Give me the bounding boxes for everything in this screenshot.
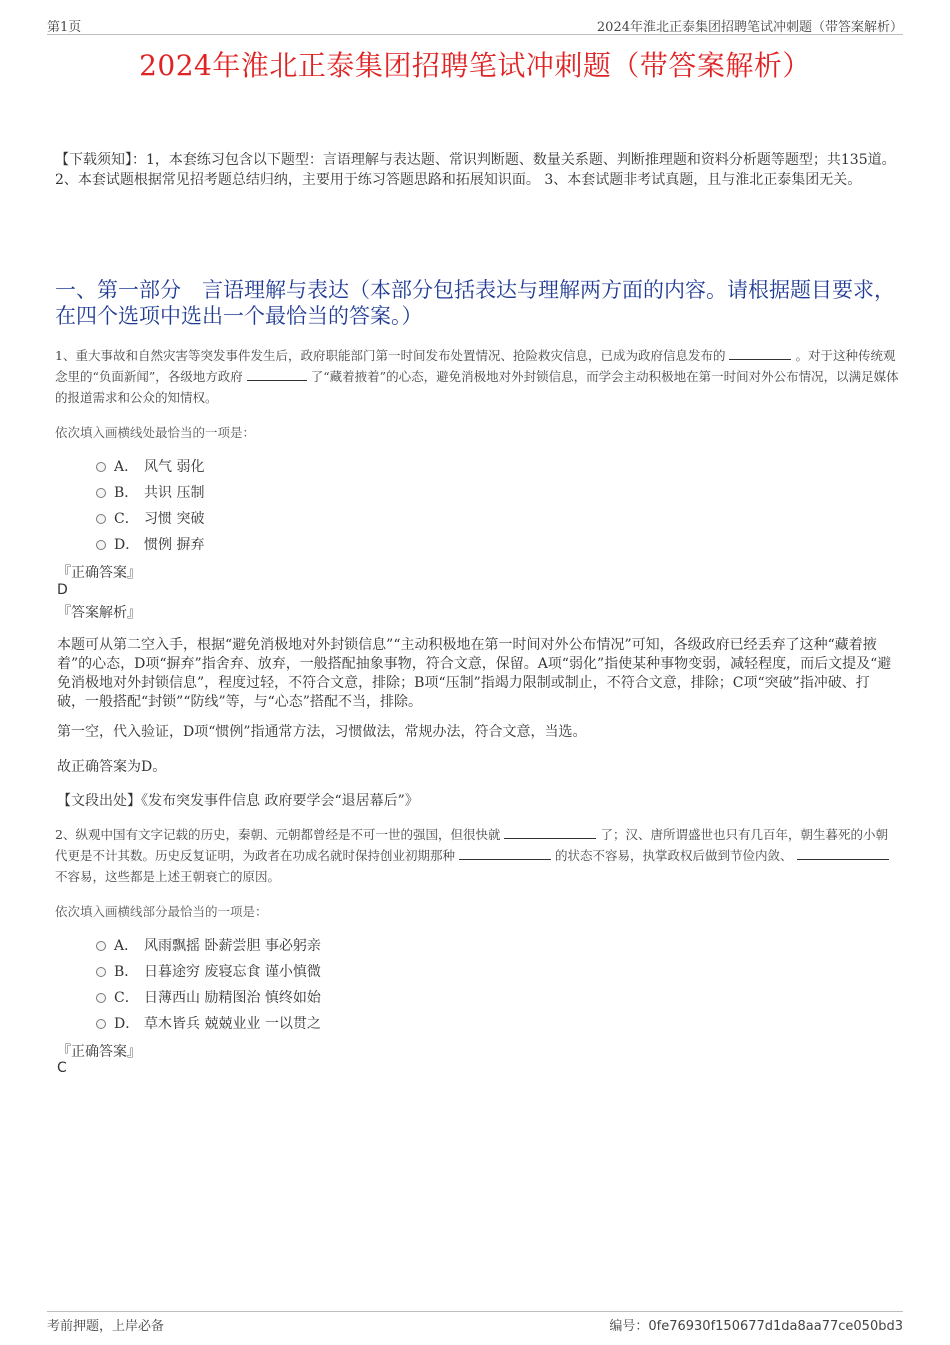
radio-icon[interactable] — [96, 488, 106, 498]
blank-line — [797, 847, 889, 860]
q2-text-d: 不容易，这些都是上述王朝衰亡的原因。 — [55, 869, 281, 884]
q1-source: 【文段出处】《发布突发事件信息 政府要学会“退居幕后”》 — [57, 793, 419, 809]
blank-line — [459, 847, 551, 860]
q1-option-b[interactable] — [96, 482, 204, 502]
radio-icon[interactable] — [96, 1019, 106, 1029]
question-1-prompt: 依次填入画横线处最恰当的一项是： — [55, 425, 256, 440]
q1-text-c: 了“藏着掖着”的心态，避免消极地对外封锁信息，而学会主动积极地在第一时间对外公布情况，以满足媒体的报道需求和公众的知情权。 — [55, 369, 899, 405]
option-key: C． — [114, 511, 139, 527]
option-key: B． — [114, 964, 139, 980]
section-heading: 一、第一部分 言语理解与表达（本部分包括表达与理解两方面的内容。请根据题目要求，在四个选项中选出一个最恰当的答案。） — [55, 278, 895, 328]
page-number: 第1页 — [47, 20, 82, 35]
option-key: B． — [114, 485, 139, 501]
option-key: D． — [114, 537, 140, 553]
blank-line — [729, 347, 791, 360]
option-key: A． — [114, 459, 139, 475]
code-label: 编号： — [609, 1319, 649, 1334]
option-key: D． — [114, 1016, 140, 1032]
q1-analysis-paragraph-3: 故正确答案为D。 — [57, 759, 167, 775]
download-notice: 【下载须知】：1，本套练习包含以下题型：言语理解与表达题、常识判断题、数量关系题、判断推理题和资料分析题等题型；共135道。 2、本套试题根据常见招考题总结归纳，主要用于练习答题思路和拓展知识面。 3、本套试题非考试真题，且与淮北正泰集团无关。 — [55, 152, 896, 188]
header-doc-title: 2024年淮北正泰集团招聘笔试冲刺题（带答案解析） — [596, 20, 903, 35]
q1-text-a: 1、重大事故和自然灾害等突发事件发生后，政府职能部门第一时间发布处置情况、抢险救灾信息，已成为政府信息发布的 — [55, 348, 726, 363]
q1-text-b: 。对于这种传统观念里的“负面新闻”，各级地方政府 — [55, 348, 896, 384]
q2-answer-label: 『正确答案』 — [57, 1044, 141, 1060]
page-header — [47, 14, 903, 35]
question-2-prompt: 依次填入画横线部分最恰当的一项是： — [55, 904, 268, 919]
q2-text-a: 2、纵观中国有文字记载的历史，秦朝、元朝都曾经是不可一世的强国，但很快就 — [55, 827, 501, 842]
option-text: 草木皆兵 兢兢业业 一以贯之 — [144, 1016, 321, 1032]
q2-text-b: 了；汉、唐所谓盛世也只有几百年，朝生暮死的小朝代更是不计其数。历史反复证明，为政者在功成名就时保持创业初期那种 — [55, 827, 888, 863]
q2-answer: C — [57, 1060, 67, 1076]
option-key: A． — [114, 938, 139, 954]
page-footer — [47, 1311, 903, 1332]
radio-icon[interactable] — [96, 540, 106, 550]
option-key: C． — [114, 990, 139, 1006]
radio-icon[interactable] — [96, 941, 106, 951]
q1-option-d[interactable] — [96, 534, 204, 554]
option-text: 日暮途穷 废寝忘食 谨小慎微 — [144, 964, 321, 980]
q1-analysis-paragraph-2: 第一空，代入验证，D项“惯例”指通常方法，习惯做法，常规办法，符合文意，当选。 — [57, 724, 587, 740]
radio-icon[interactable] — [96, 462, 106, 472]
radio-icon[interactable] — [96, 514, 106, 524]
q2-option-d[interactable] — [96, 1013, 321, 1033]
q1-answer: D — [57, 582, 68, 598]
q1-analysis-label: 『答案解析』 — [57, 605, 141, 621]
q1-analysis-paragraph-1: 本题可从第二空入手，根据“避免消极地对外封锁信息”“主动积极地在第一时间对外公布情况”可知，各级政府已经丢弃了这种“藏着掖着”的心态，D项“摒弃”指舍弃、放弃，一般搭配抽象事物，符合文意，保留。A项“弱化”指使某种事物变弱，减轻程度，而后文提及“避免消极地对外封锁信息”，程度过轻，不符合文意，排除；B项“压制”指竭力限制或制止，不符合文意，排除；C项“突破”指冲破、打破，一般搭配“封锁”“防线”等，与“心态”搭配不当，排除。 — [57, 637, 892, 710]
question-2-text — [55, 824, 900, 887]
radio-icon[interactable] — [96, 993, 106, 1003]
q2-option-c[interactable] — [96, 987, 321, 1007]
question-1-text — [55, 345, 900, 408]
blank-line — [247, 368, 307, 381]
option-text: 风雨飘摇 卧薪尝胆 事必躬亲 — [144, 938, 321, 954]
blank-line — [504, 826, 596, 839]
page-title: 2024年淮北正泰集团招聘笔试冲刺题（带答案解析） — [139, 49, 811, 82]
option-text: 习惯 突破 — [144, 511, 205, 527]
option-text: 共识 压制 — [144, 485, 205, 501]
option-text: 惯例 摒弃 — [144, 537, 205, 553]
option-text: 日薄西山 励精图治 慎终如始 — [144, 990, 321, 1006]
q2-option-b[interactable] — [96, 961, 321, 981]
q1-option-a[interactable] — [96, 456, 204, 476]
code-value: 0fe76930f150677d1da8aa77ce050bd3 — [648, 1319, 903, 1334]
q2-text-c: 的状态不容易，执掌政权后做到节俭内敛、 — [555, 848, 793, 863]
document-code — [609, 1315, 903, 1334]
q1-answer-label: 『正确答案』 — [57, 565, 141, 581]
option-text: 风气 弱化 — [144, 459, 205, 475]
radio-icon[interactable] — [96, 967, 106, 977]
footer-slogan: 考前押题，上岸必备 — [47, 1319, 165, 1334]
q1-option-c[interactable] — [96, 508, 204, 528]
q2-option-a[interactable] — [96, 935, 321, 955]
